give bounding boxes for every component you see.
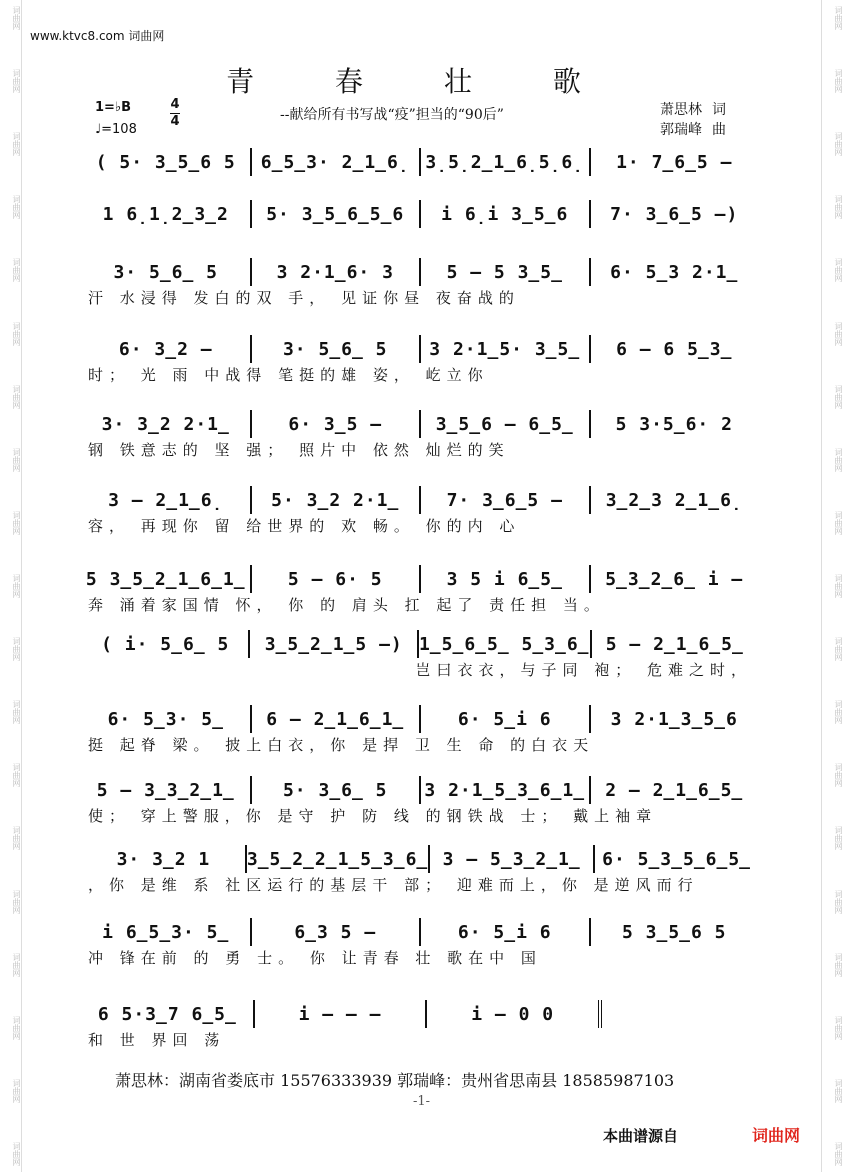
notation-line [82, 410, 758, 438]
measure: i 6̲5̲3· 5̲ [102, 921, 230, 943]
measure: 5 – 2̲1̲6̲5̲ [590, 630, 758, 658]
watermark-text: 词曲网 [834, 510, 843, 535]
measure: 3̲2̲3 2̲1̲6̣ [589, 486, 759, 514]
lyrics-line: 和 世 界回 荡 [88, 1030, 226, 1049]
watermark-text: 词曲网 [12, 384, 21, 409]
score-system-5 [82, 410, 758, 460]
watermark-text: 词曲网 [834, 637, 843, 662]
final-measure: i – 0 0 [425, 1000, 602, 1028]
lyricist-role: 词 [712, 102, 726, 118]
contact-info: 萧思林：湖南省娄底市 15576333939 郭瑞峰：贵州省思南县 18585987103 [115, 1071, 675, 1090]
lyrics-line: 奔 涌着家国情 怀， 你 的 肩头 扛 起了 责任担 当。 [88, 595, 605, 614]
measure: 5 – 6· 5 [250, 565, 420, 593]
watermark-text: 词曲网 [834, 6, 843, 30]
notation-line [82, 1000, 602, 1028]
watermark-text: 词曲网 [12, 6, 21, 30]
watermark-text: 词曲网 [834, 69, 843, 94]
measure: 2 – 2̲1̲6̲5̲ [589, 776, 759, 804]
watermark-text: 词曲网 [834, 384, 843, 409]
measure: 3· 3̲2 1 [116, 848, 211, 870]
measure: 3 – 5̲3̲2̲1̲ [428, 845, 593, 873]
notation-line [82, 335, 758, 363]
measure: 6· 5̲3̲5̲6̲5̲ [593, 845, 758, 873]
measure: 5 – 5 3̲5̲ [419, 258, 589, 286]
time-signature [170, 98, 180, 129]
score-system-11 [82, 845, 758, 895]
watermark-text: 词曲网 [12, 69, 21, 94]
measure: 3· 5̲6̲ 5 [250, 335, 420, 363]
notation-line [82, 258, 758, 286]
score-system-2 [82, 200, 758, 250]
measure: 6· 5̲3 2·1̲ [589, 258, 759, 286]
score-system-13 [82, 1000, 602, 1050]
lyrics-line: 汗 水浸得 发白的双 手， 见证你昼 夜奋战的 [88, 288, 520, 307]
watermark-text: 词曲网 [12, 763, 21, 788]
measure: 3· 5̲6̲ 5 [113, 261, 219, 283]
measure: i – – – [253, 1000, 426, 1028]
measure: 3 5 i 6̲5̲ [419, 565, 589, 593]
watermark-text: 词曲网 [12, 889, 21, 914]
measure: ( 5· 3̲5̲6 5 [95, 151, 236, 173]
composer-credit [660, 120, 726, 140]
watermark-text: 词曲网 [834, 195, 843, 220]
lyrics-line: 容， 再现你 留 给世界的 欢 畅。 你的内 心 [88, 516, 521, 535]
measure: i 6̣i 3̲5̲6 [419, 200, 589, 228]
song-title: 青 春 壮 歌 [226, 65, 617, 98]
measure: 7· 3̲6̲5 – [419, 486, 589, 514]
composer-role: 曲 [712, 122, 726, 138]
measure: 6· 5̲i 6 [419, 918, 589, 946]
notation-line [82, 148, 758, 176]
watermark-text: 词曲网 [12, 637, 21, 662]
notation-line [82, 630, 758, 658]
watermark-text: 词曲网 [12, 700, 21, 725]
watermark-text: 词曲网 [12, 573, 21, 598]
score-system-1 [82, 148, 758, 198]
measure: 6· 3̲2 – [118, 338, 213, 360]
watermark-text: 词曲网 [12, 321, 21, 346]
score-system-6 [82, 486, 758, 536]
score-system-7 [82, 565, 758, 615]
time-signature-top: 4 [170, 97, 180, 112]
measure: 3 2·1̲5̲3̲6̲1̲ [419, 776, 589, 804]
lyrics-line: 岂曰衣衣，与子同 袍； 危难之时， [415, 660, 752, 679]
song-subtitle: --献给所有书写战“疫”担当的“90后” [280, 107, 504, 123]
measure: 3 2·1̲3̲5̲6 [589, 705, 759, 733]
watermark-text: 词曲网 [834, 447, 843, 472]
notation-line [82, 845, 758, 873]
measure: 6 – 6 5̲3̲ [589, 335, 759, 363]
site-url[interactable]: www.ktvc8.com 词曲网 [30, 29, 165, 43]
lyricist-credit [660, 100, 726, 120]
notation-line [82, 200, 758, 228]
lyrics-line [82, 176, 758, 198]
measure: 5 3·5̲6· 2 [589, 410, 759, 438]
notation-line [82, 565, 758, 593]
watermark-text: 词曲网 [834, 573, 843, 598]
measure: 5̲3̲2̲6̲ i – [589, 565, 759, 593]
measure: 6· 3̲5 – [250, 410, 420, 438]
measure: 1 6̣1̣2̲3̲2 [102, 203, 229, 225]
measure: 5 3̲5̲6 5 [589, 918, 759, 946]
watermark-text: 词曲网 [834, 1078, 843, 1103]
score-system-8 [82, 630, 758, 680]
watermark-text: 词曲网 [834, 321, 843, 346]
page-number: -1- [412, 1094, 431, 1109]
watermark-text: 词曲网 [12, 952, 21, 977]
measure: 3· 3̲2 2·1̲ [101, 413, 230, 435]
score-system-10 [82, 776, 758, 826]
measure: 3 2·1̲5· 3̲5̲ [419, 335, 589, 363]
tempo-marking: ♩=108 [95, 122, 137, 137]
brand-logo-text[interactable]: 词曲网 [752, 1126, 801, 1145]
watermark-text: 词曲网 [12, 132, 21, 157]
measure: 6 – 2̲1̲6̲1̲ [250, 705, 420, 733]
watermark-text: 词曲网 [12, 258, 21, 283]
lyrics-line: 时； 光 雨 中战得 笔挺的雄 姿， 屹立你 [88, 365, 489, 384]
measure: 3̲5̲6 – 6̲5̲ [419, 410, 589, 438]
measure: 1· 7̲6̲5 – [589, 148, 759, 176]
measure: 3 – 2̲1̲6̣ [108, 489, 224, 511]
measure: 5· 3̲2 2·1̲ [250, 486, 420, 514]
lyrics-line [82, 228, 758, 250]
measure: 3̣5̣2̲1̲6̣5̣6̣ [419, 148, 589, 176]
watermark-text: 词曲网 [12, 1141, 21, 1166]
measure: 7· 3̲6̲5 –) [589, 200, 759, 228]
measure: 5· 3̲6̲ 5 [250, 776, 420, 804]
watermark-text: 词曲网 [834, 763, 843, 788]
watermark-text: 词曲网 [12, 826, 21, 851]
watermark-text: 词曲网 [834, 1141, 843, 1166]
lyrics-line: 冲 锋在前 的 勇 士。 你 让青春 壮 歌在中 国 [88, 948, 542, 967]
measure: 6 5·3̲7 6̲5̲ [97, 1003, 237, 1025]
watermark-text: 词曲网 [834, 132, 843, 157]
notation-line [82, 705, 758, 733]
right-watermark-strip [821, 0, 843, 1172]
score-system-12 [82, 918, 758, 968]
lyrics-line: ，你 是维 系 社区运行的基层干 部； 迎难而上，你 是逆风而行 [88, 875, 699, 894]
measure: 1̲5̲6̲5̲ 5̲3̲6̲ [417, 630, 590, 658]
watermark-text: 词曲网 [834, 826, 843, 851]
lyrics-line: 挺 起脊 梁。 披上白衣，你 是捍 卫 生 命 的白衣天 [88, 735, 595, 754]
key-signature: 1=♭B [95, 100, 131, 115]
notation-line [82, 486, 758, 514]
measure: 3 2·1̲6· 3 [250, 258, 420, 286]
composer-name: 郭瑞峰 [660, 122, 702, 138]
credits [660, 100, 726, 140]
measure: 3̲5̲2̲2̲1̲5̲3̲6̲ [245, 845, 428, 873]
watermark-text: 词曲网 [834, 889, 843, 914]
score-system-3 [82, 258, 758, 308]
lyrics-line: 使； 穿上警服，你 是守 护 防 线 的钢铁战 士； 戴上袖章 [88, 806, 658, 825]
measure: 5 3̲5̲2̲1̲6̲1̲ [85, 568, 246, 590]
watermark-text: 词曲网 [834, 700, 843, 725]
watermark-text: 词曲网 [12, 1078, 21, 1103]
notation-line [82, 918, 758, 946]
watermark-text: 词曲网 [12, 510, 21, 535]
watermark-text: 词曲网 [12, 447, 21, 472]
measure: 6· 5̲3· 5̲ [107, 708, 224, 730]
measure: 5 – 3̲3̲2̲1̲ [96, 779, 235, 801]
score-system-9 [82, 705, 758, 755]
left-watermark-strip [0, 0, 22, 1172]
lyricist-name: 萧思林 [660, 102, 702, 118]
measure: ( i· 5̲6̲ 5 [101, 633, 230, 655]
notation-line [82, 776, 758, 804]
measure: 6̲5̲3· 2̲1̲6̣ [250, 148, 420, 176]
time-signature-bottom: 4 [170, 114, 180, 129]
watermark-text: 词曲网 [834, 258, 843, 283]
watermark-text: 词曲网 [834, 952, 843, 977]
watermark-text: 词曲网 [12, 1015, 21, 1040]
lyrics-line: 钢 铁意志的 坚 强； 照片中 依然 灿烂的笑 [88, 440, 510, 459]
watermark-text: 词曲网 [834, 1015, 843, 1040]
measure: 6· 5̲i 6 [419, 705, 589, 733]
source-label: 本曲谱源自 [603, 1127, 679, 1145]
score-system-4 [82, 335, 758, 385]
measure: 6̲3 5 – [250, 918, 420, 946]
measure: 5· 3̲5̲6̲5̲6 [250, 200, 420, 228]
measure: 3̲5̲2̲1̲5 –) [248, 630, 416, 658]
watermark-text: 词曲网 [12, 195, 21, 220]
